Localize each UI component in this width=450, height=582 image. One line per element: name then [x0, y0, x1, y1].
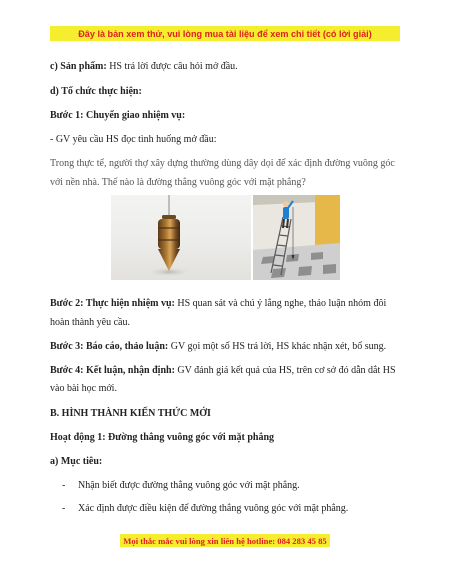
- objectives-label: a) Mục tiêu:: [50, 456, 103, 467]
- objective-item-2: - Xác định được điều kiện để đường thẳng vuông góc với mặt phẳng.: [62, 503, 349, 514]
- objective-text-1: Nhận biết được đường thẳng vuông góc với mặt phẳng.: [78, 480, 300, 491]
- step4-label: Bước 4: Kết luận, nhận định:: [50, 365, 175, 376]
- step2-line-2: hoàn thành yêu cầu.: [50, 317, 130, 328]
- step3-line: [50, 340, 400, 353]
- organization-heading: [50, 85, 400, 98]
- worker-ladder-graphic: [253, 195, 340, 280]
- activity1-heading: [50, 431, 400, 444]
- objectives-heading: [50, 455, 400, 468]
- preview-banner: [50, 26, 400, 41]
- objective-text-2: Xác định được điều kiện để đường thẳng vuông góc với mặt phẳng.: [78, 503, 349, 514]
- objective-item-1: - Nhận biết được đường thẳng vuông góc với mặt phẳng.: [62, 480, 300, 491]
- gv-request-line: - GV yêu cầu HS đọc tình huống mở đầu:: [50, 134, 217, 145]
- section-b-title: B. HÌNH THÀNH KIẾN THỨC MỚI: [50, 408, 211, 419]
- worker-on-ladder-illustration: [253, 195, 340, 280]
- product-line: [50, 60, 400, 73]
- situation-line-2: với nền nhà. Thế nào là đường thẳng vuông góc với mặt phẳng?: [50, 177, 306, 188]
- step1-heading: [50, 109, 400, 122]
- step4-line-1: [50, 364, 400, 377]
- situation-line-1: Trong thực tế, người thợ xây dựng thường dùng dây dọi để xác định đường vuông góc: [50, 158, 395, 169]
- product-label: c) Sản phẩm:: [50, 61, 107, 72]
- step3-label: Bước 3: Báo cáo, thảo luận:: [50, 341, 169, 352]
- preview-banner-text: Đây là bản xem thử, vui lòng mua tài liệu để xem chi tiết (có lời giải): [78, 28, 372, 39]
- section-b-heading: [50, 407, 400, 420]
- hotline-footer-text: Mọi thắc mắc vui lòng xin liên hệ hotline: 084 283 45 85: [123, 535, 327, 546]
- step3-text: GV gọi một số HS trả lời, HS khác nhận xét, bổ sung.: [168, 341, 387, 352]
- step1-label: Bước 1: Chuyển giao nhiệm vụ:: [50, 110, 186, 121]
- product-text: HS trả lời được câu hỏi mở đầu.: [106, 61, 238, 72]
- step4-text: GV đánh giá kết quả của HS, trên cơ sở đó dẫn dắt HS: [174, 365, 396, 376]
- activity1-title: Hoạt động 1: Đường thẳng vuông góc với mặt phẳng: [50, 432, 275, 443]
- plumb-bob-graphic: [111, 195, 251, 280]
- step2-text: HS quan sát và chú ý lắng nghe, thảo luận nhóm đôi: [174, 298, 387, 309]
- organization-label: d) Tổ chức thực hiện:: [50, 86, 142, 97]
- plumb-bob-photo: [111, 195, 251, 280]
- step2-label: Bước 2: Thực hiện nhiệm vụ:: [50, 298, 175, 309]
- step4-line-2: vào bài học mới.: [50, 383, 117, 394]
- hotline-footer: [120, 534, 330, 547]
- step2-line-1: [50, 297, 400, 310]
